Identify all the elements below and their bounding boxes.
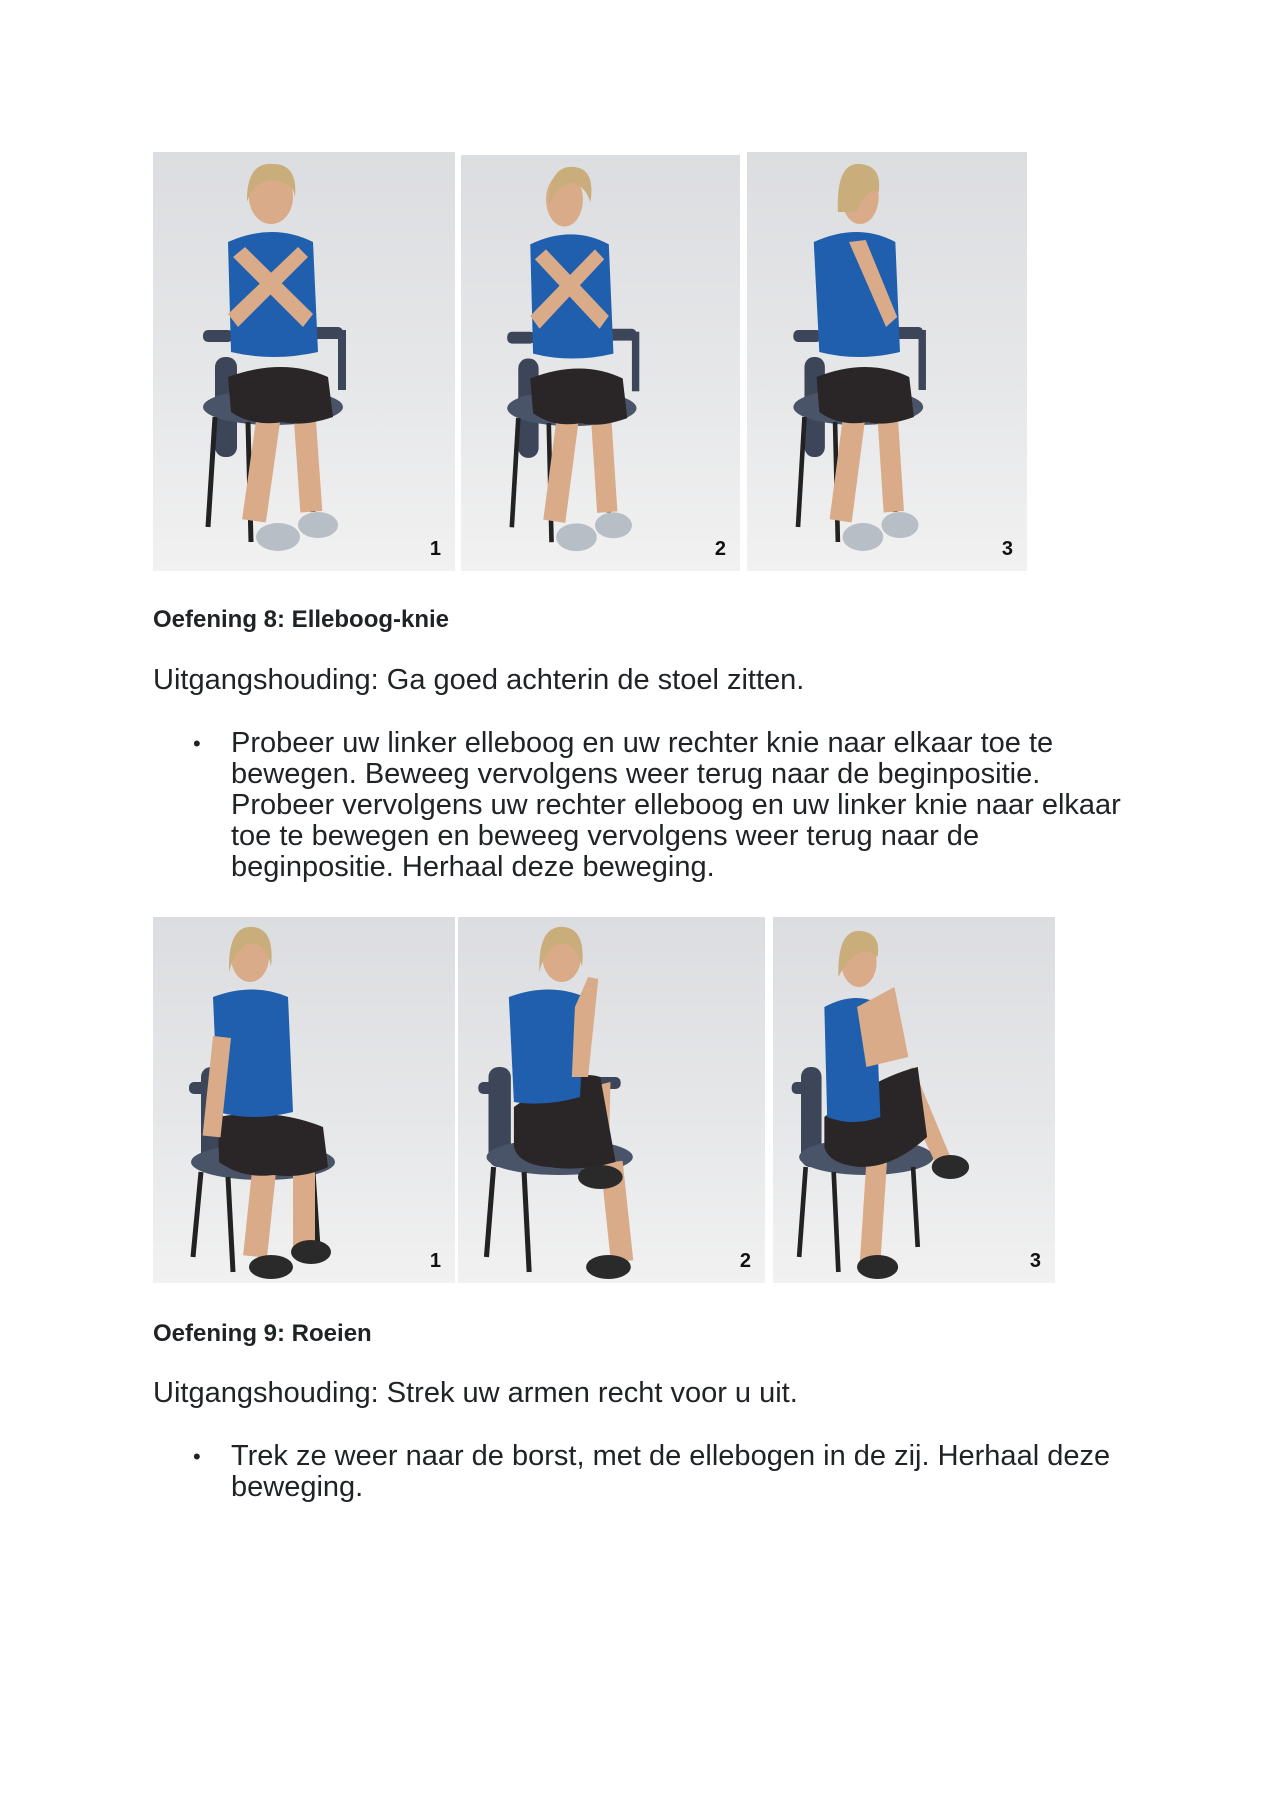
bullet-icon: • bbox=[193, 1444, 201, 1469]
photo-step-number: 2 bbox=[739, 1250, 751, 1272]
seated-person-illustration bbox=[461, 155, 740, 571]
list-item bbox=[153, 1441, 1133, 1503]
exercise-8-title: Oefening 8: Elleboog-knie bbox=[153, 606, 450, 633]
seated-person-illustration bbox=[153, 152, 455, 571]
bullet-icon: • bbox=[193, 731, 201, 756]
photo-step-number: 1 bbox=[429, 538, 441, 560]
seated-person-illustration bbox=[773, 917, 1055, 1283]
exercise-photo-2 bbox=[458, 917, 765, 1283]
photo-step-number: 3 bbox=[1001, 538, 1013, 560]
exercise-8-instructions bbox=[153, 728, 1133, 883]
photo-step-number: 3 bbox=[1029, 1250, 1041, 1272]
exercise-9-title: Oefening 9: Roeien bbox=[153, 1320, 372, 1347]
instruction-text: Probeer uw linker elleboog en uw rechter knie naar elkaar toe te bewegen. Beweeg vervolgens weer terug naar de beginpositie. Probeer vervolgens uw rechter elleboog en uw linker knie naar elkaar toe te bewegen en beweeg vervolgens weer terug naar de beginpositie. Herhaal deze beweging. bbox=[231, 727, 1121, 883]
exercise-photo-3 bbox=[747, 152, 1027, 571]
exercise-photo-1 bbox=[153, 917, 455, 1283]
seated-person-illustration bbox=[153, 917, 455, 1283]
instruction-text: Trek ze weer naar de borst, met de ellebogen in de zij. Herhaal deze beweging. bbox=[231, 1440, 1111, 1503]
exercise-8-start-position: Uitgangshouding: Ga goed achterin de stoel zitten. bbox=[153, 664, 805, 696]
exercise-photo-3 bbox=[773, 917, 1055, 1283]
exercise-photo-2 bbox=[461, 155, 740, 571]
seated-person-illustration bbox=[747, 152, 1027, 571]
list-item bbox=[153, 728, 1133, 883]
photo-step-number: 1 bbox=[429, 1250, 441, 1272]
exercise-photo-1 bbox=[153, 152, 455, 571]
seated-person-illustration bbox=[458, 917, 765, 1283]
exercise-9-instructions bbox=[153, 1441, 1133, 1503]
photo-step-number: 2 bbox=[714, 538, 726, 560]
exercise-9-start-position: Uitgangshouding: Strek uw armen recht voor u uit. bbox=[153, 1377, 798, 1409]
